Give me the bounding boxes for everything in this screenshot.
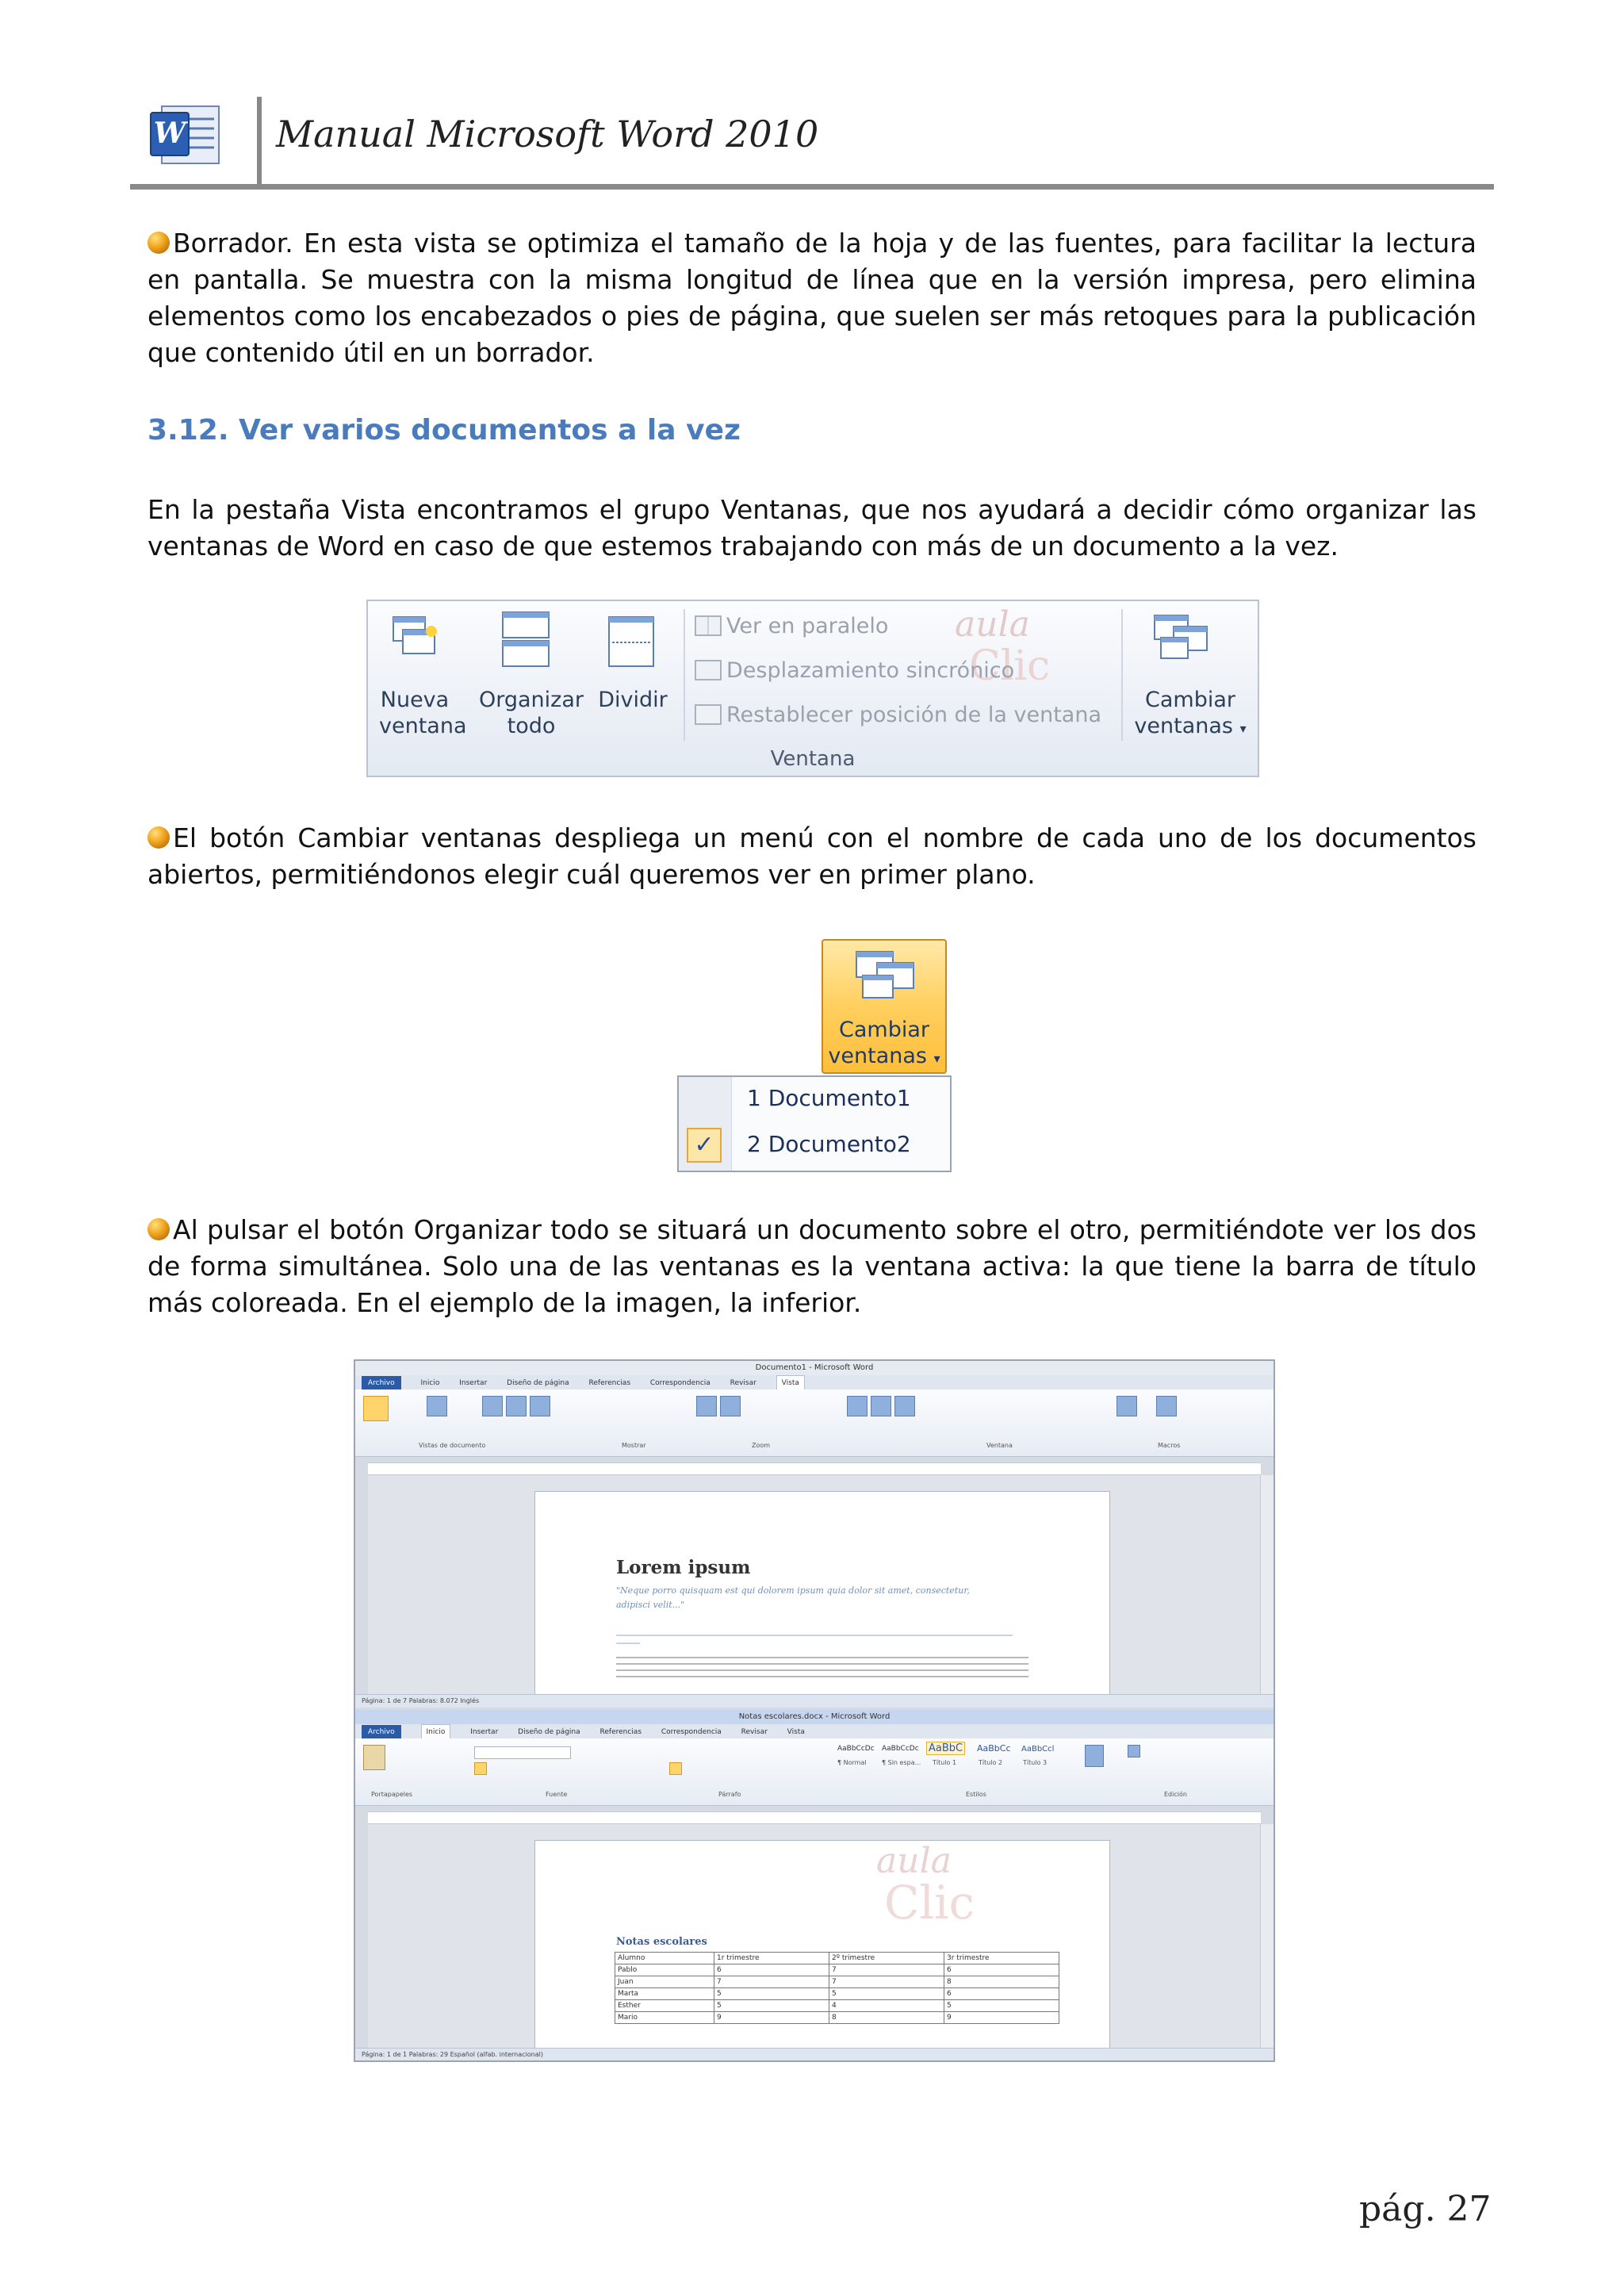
arrange-all-button[interactable]: Organizar todo [479,688,584,738]
tab-archivo[interactable]: Archivo [362,1376,401,1390]
paragraph-cambiar [147,820,1477,893]
paragraph-intro: En la pestaña Vista encontramos el grupo Ventanas, que nos ayudará a decidir cómo organizar las ventanas de Word en caso de que estemos trabajando con más de un documento a la vez. [147,494,1477,562]
bottom-document-page [534,1840,1110,2056]
style-name: ¶ Sin espa... [882,1759,921,1766]
paragraph-borrador-text: Borrador. En esta vista se optimiza el tamaño de la hoja y de las fuentes, para facilitar la lectura en pantalla. Se muestra con la misma longitud de línea que en la versión impresa, pero elimina elementos como los encabezados o pies de página, que suelen ser más retoques para la publicación que contenido útil en un borrador. [147,228,1477,368]
table-header-cell: 3r trimestre [944,1953,1059,1964]
tab-inicio[interactable]: Inicio [420,1379,440,1387]
doc-title: Lorem ipsum [616,1557,751,1578]
top-window-ribbon [355,1389,1274,1457]
bullet-icon [147,826,170,849]
checkmark-icon: ✓ [687,1128,722,1163]
table-cell: 6 [714,1964,829,1976]
table-header-cell: 1r trimestre [714,1953,829,1964]
new-window-button[interactable]: Nueva ventana [379,688,467,738]
table-cell: 6 [944,1964,1059,1976]
ribbon-separator [1121,609,1123,741]
table-header-cell: Alumno [615,1953,714,1964]
tab-insertar[interactable]: Insertar [470,1728,499,1736]
switch-windows-icon [853,950,917,1009]
word-windows-screenshot [354,1359,1275,2062]
top-window-ruler [368,1462,1261,1475]
group-label: Ventana [986,1442,1013,1449]
text-line [616,1635,1013,1636]
bottom-document-area [368,1824,1261,2048]
ribbon-ventana-group [366,600,1259,777]
table-cell: Marta [615,1988,714,2000]
arrange-all-icon [501,611,552,671]
tab-diseno[interactable]: Diseño de página [518,1728,580,1736]
macros-icon[interactable] [1156,1396,1177,1416]
doc-title: Notas escolares [616,1936,707,1948]
text-line [616,1642,640,1644]
tab-insertar[interactable]: Insertar [459,1379,488,1387]
tab-correspondencia[interactable]: Correspondencia [661,1728,722,1736]
table-cell: 7 [829,1964,944,1976]
bottom-window-ruler [368,1811,1261,1824]
top-window-statusbar [355,1694,1274,1708]
font-select[interactable] [474,1746,571,1759]
table-cell: Mario [615,2012,714,2024]
header-title: Manual Microsoft Word 2010 [276,113,819,155]
table-cell: 9 [714,2012,829,2024]
split-icon[interactable] [894,1396,915,1416]
tab-referencias[interactable]: Referencias [599,1728,642,1736]
top-document-page [534,1491,1110,1707]
bullet-icon [147,232,170,254]
tab-vista[interactable]: Vista [787,1728,805,1736]
menu-item-documento1[interactable]: 1 Documento1 [747,1085,911,1111]
header-rule [130,184,1494,190]
style-name: Título 3 [1023,1759,1048,1766]
bottom-window-tabs [355,1724,1274,1738]
dropdown-arrow-icon: ▾ [1239,721,1247,736]
new-window-icon[interactable] [847,1396,868,1416]
table-row [615,1988,1059,2000]
table-cell: 5 [829,1988,944,2000]
bottom-word-window [355,1710,1274,2062]
section-heading: 3.12. Ver varios documentos a la vez [147,414,741,447]
bottom-window-ribbon [355,1738,1274,1806]
tab-vista[interactable]: Vista [776,1375,805,1390]
group-label: Edición [1164,1791,1187,1798]
text-line [616,1669,1028,1671]
group-label: Párrafo [718,1791,741,1798]
top-word-window [355,1361,1274,1710]
sync-scroll-icon [695,660,722,680]
watermark-aula: aula [876,1841,952,1881]
change-styles-icon[interactable] [1085,1745,1104,1767]
zoom-100-icon[interactable] [720,1396,741,1416]
tab-archivo[interactable]: Archivo [362,1725,401,1739]
group-label: Vistas de documento [419,1442,486,1449]
text-line [616,1676,1028,1677]
bottom-window-titlebar[interactable]: Notas escolares.docx - Microsoft Word [355,1710,1274,1724]
table-cell: 5 [944,2000,1059,2012]
page-number: pág. 27 [1359,2189,1492,2229]
doc-quote: "Neque porro quisquam est qui dolorem ipsum quia dolor sit amet, consectetur, adipisci velit..." [616,1585,970,1610]
full-screen-icon[interactable] [427,1396,447,1416]
tab-diseno[interactable]: Diseño de página [507,1379,569,1387]
group-label: Portapapeles [371,1791,413,1798]
paragraph-borrador [147,225,1477,371]
reset-position-icon [695,704,722,725]
table-row [615,1964,1059,1976]
group-label: Zoom [752,1442,771,1449]
group-label: Fuente [546,1791,568,1798]
table-row [615,1976,1059,1988]
text-line [616,1663,1028,1665]
paragraph-organizar-text: Al pulsar el botón Organizar todo se situará un documento sobre el otro, permitiéndote ver los dos de forma simultánea. Solo una de las ventanas es la ventana activa: la que tiene la barra de título más coloreada. En el ejemplo de la imagen, la inferior. [147,1214,1477,1318]
style-titulo-3[interactable]: AaBbCcl [1021,1745,1055,1754]
style-titulo-1[interactable]: AaBbC [926,1742,965,1755]
paragraph-organizar [147,1212,1477,1321]
zoom-icon[interactable] [696,1396,717,1416]
word-logo [147,102,224,170]
table-cell: 6 [944,1988,1059,2000]
group-label: Estilos [966,1791,986,1798]
table-cell: Esther [615,2000,714,2012]
switch-windows-menu [677,1075,952,1172]
arrange-all-icon[interactable] [871,1396,891,1416]
outline-icon[interactable] [506,1396,527,1416]
top-window-tabs [355,1375,1274,1389]
watermark-clic: Clic [884,1876,975,1930]
table-cell: 8 [944,1976,1059,1988]
switch-windows-button[interactable]: Cambiar ventanas ▾ [1134,688,1247,738]
sync-scroll-button[interactable]: Desplazamiento sincrónico [695,658,1014,683]
bold-icon[interactable] [474,1762,487,1775]
header-divider [257,97,262,186]
group-label: Mostrar [622,1442,646,1449]
switch-windows-icon[interactable] [1116,1396,1137,1416]
text-line [616,1657,1028,1658]
side-by-side-button[interactable]: Ver en paralelo [695,614,888,638]
notas-table [615,1952,1059,2024]
side-by-side-icon [695,615,722,636]
bottom-window-scrollbar[interactable] [1260,1824,1274,2048]
tab-referencias[interactable]: Referencias [588,1379,631,1387]
tab-correspondencia[interactable]: Correspondencia [649,1379,710,1387]
table-row [615,2000,1059,2012]
ribbon-separator [684,609,685,741]
style-titulo-2[interactable]: AaBbCc [977,1743,1011,1754]
switch-windows-button-active[interactable] [822,939,947,1074]
paragraph-cambiar-text: El botón Cambiar ventanas despliega un menú con el nombre de cada uno de los documentos abiertos, permitiéndonos elegir cuál queremos ver en primer plano. [147,822,1477,890]
table-cell: 5 [714,2000,829,2012]
top-window-scrollbar[interactable] [1260,1475,1274,1694]
find-icon[interactable] [1128,1745,1140,1757]
table-cell: 8 [829,2012,944,2024]
style-name: ¶ Normal [837,1759,867,1766]
table-cell: 5 [714,1988,829,2000]
logo-letter: W [153,117,186,150]
style-name: Título 2 [979,1759,1003,1766]
status-text: Página: 1 de 1 Palabras: 29 Español (alfab. internacional) [362,2051,543,2058]
paste-icon[interactable] [363,1745,385,1770]
table-cell: 4 [829,2000,944,2012]
table-cell: 7 [829,1976,944,1988]
align-left-icon[interactable] [669,1762,682,1775]
bottom-window-statusbar [355,2048,1274,2061]
table-cell: Pablo [615,1964,714,1976]
group-label: Ventana [770,747,856,771]
dropdown-arrow-icon: ▾ [933,1051,940,1066]
status-text: Página: 1 de 7 Palabras: 8.072 Inglés [362,1697,480,1704]
tab-inicio[interactable]: Inicio [421,1724,451,1739]
switch-windows-icon [1153,614,1210,666]
tab-revisar[interactable]: Revisar [730,1379,756,1387]
watermark-clic: Clic [969,642,1051,690]
watermark-aula: aula [955,604,1030,645]
table-cell: 7 [714,1976,829,1988]
group-label: Macros [1158,1442,1181,1449]
table-cell: Juan [615,1976,714,1988]
print-layout-icon[interactable] [363,1396,389,1421]
reset-position-button[interactable]: Restablecer posición de la ventana [695,703,1101,727]
table-header-cell: 2º trimestre [829,1953,944,1964]
table-row [615,2012,1059,2024]
style-name: Título 1 [933,1759,957,1766]
top-window-titlebar[interactable]: Documento1 - Microsoft Word [355,1361,1274,1375]
menu-item-documento2[interactable]: 2 Documento2 [747,1131,911,1157]
table-header-row [615,1953,1059,1964]
web-layout-icon[interactable] [482,1396,503,1416]
top-document-area [368,1475,1261,1694]
style-normal[interactable]: AaBbCcDc [837,1745,875,1753]
switch-windows-label: Cambiar ventanas ▾ [828,1018,940,1068]
draft-icon[interactable] [530,1396,550,1416]
bullet-icon [147,1218,170,1240]
new-window-icon [390,612,439,665]
style-sin-espaciado[interactable]: AaBbCcDc [882,1745,919,1753]
table-cell: 9 [944,2012,1059,2024]
split-icon [607,615,657,671]
tab-revisar[interactable]: Revisar [741,1728,768,1736]
split-button[interactable]: Dividir [598,688,668,712]
